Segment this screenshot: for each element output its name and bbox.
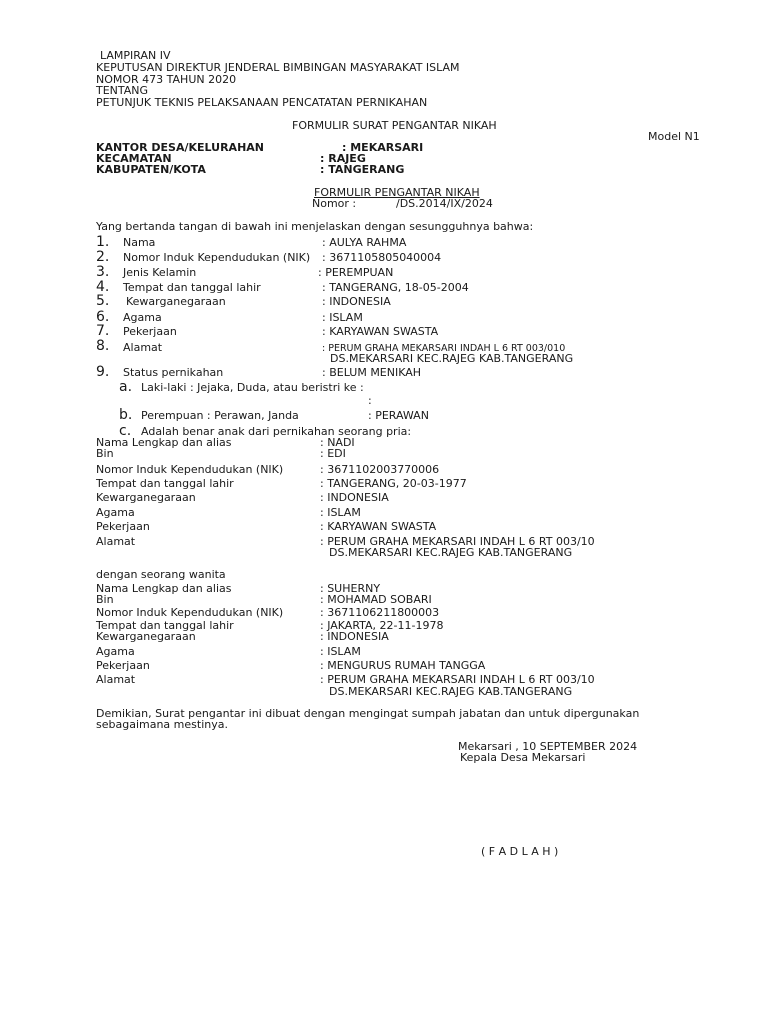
mother-name-value: : SUHERNY: [320, 582, 381, 595]
mother-job-value: : MENGURUS RUMAH TANGGA: [320, 659, 486, 672]
sub-a-colon: :: [368, 394, 372, 407]
item-5-label: Kewarganegaraan: [126, 295, 226, 308]
father-nationality-value: : INDONESIA: [320, 491, 389, 504]
office-desa-value: : MEKARSARI: [342, 141, 424, 154]
sub-a-number: a.: [119, 379, 133, 395]
item-3-label: Jenis Kelamin: [123, 266, 197, 279]
lampiran-line-4: TENTANG: [96, 84, 149, 97]
item-6-value: : ISLAM: [322, 311, 363, 324]
mother-nationality-label: Kewarganegaraan: [96, 630, 196, 643]
item-4-number: 4.: [96, 279, 110, 295]
closing-line-1: Demikian, Surat pengantar ini dibuat dengan mengingat sumpah jabatan dan untuk dipergunakan: [96, 707, 640, 720]
mother-job-label: Pekerjaan: [96, 659, 150, 672]
item-4-value: : TANGERANG, 18-05-2004: [322, 281, 469, 294]
item-8-label: Alamat: [123, 341, 163, 354]
item-2-number: 2.: [96, 249, 110, 265]
father-job-label: Pekerjaan: [96, 520, 150, 533]
item-1-label: Nama: [123, 236, 156, 249]
item-5-number: 5.: [96, 293, 110, 309]
father-name-label: Nama Lengkap dan alias: [96, 436, 232, 449]
father-address-label: Alamat: [96, 535, 136, 548]
office-kab-label: KABUPATEN/KOTA: [96, 163, 206, 176]
sub-c-label: Adalah benar anak dari pernikahan seorang pria:: [141, 425, 412, 438]
father-address-value-line-2: DS.MEKARSARI KEC.RAJEG KAB.TANGERANG: [329, 546, 573, 559]
lampiran-line-2: KEPUTUSAN DIREKTUR JENDERAL BIMBINGAN MASYARAKAT ISLAM: [96, 61, 460, 74]
father-bin-label: Bin: [96, 447, 114, 460]
mother-name-label: Nama Lengkap dan alias: [96, 582, 232, 595]
office-desa-label: KANTOR DESA/KELURAHAN: [96, 141, 264, 154]
item-7-number: 7.: [96, 323, 110, 339]
model-label: Model N1: [648, 130, 700, 143]
item-6-number: 6.: [96, 309, 110, 325]
father-nik-label: Nomor Induk Kependudukan (NIK): [96, 463, 284, 476]
father-religion-value: : ISLAM: [320, 506, 361, 519]
father-religion-label: Agama: [96, 506, 135, 519]
item-3-number: 3.: [96, 264, 110, 280]
nomor-label: Nomor :: [312, 197, 357, 210]
father-bin-value: : EDI: [320, 447, 346, 460]
nomor-value: /DS.2014/IX/2024: [396, 197, 493, 210]
signature-place-date: Mekarsari , 10 SEPTEMBER 2024: [458, 740, 638, 753]
item-9-number: 9.: [96, 364, 110, 380]
item-9-value: : BELUM MENIKAH: [322, 366, 422, 379]
father-nik-value: : 3671102003770006: [320, 463, 440, 476]
lampiran-line-3: NOMOR 473 TAHUN 2020: [96, 73, 237, 86]
item-9-label: Status pernikahan: [123, 366, 224, 379]
form-title: FORMULIR SURAT PENGANTAR NIKAH: [292, 119, 497, 132]
item-4-label: Tempat dan tanggal lahir: [123, 281, 261, 294]
office-kec-value: : RAJEG: [320, 152, 366, 165]
item-7-label: Pekerjaan: [123, 325, 177, 338]
mother-address-label: Alamat: [96, 673, 136, 686]
lampiran-line-5: PETUNJUK TEKNIS PELAKSANAAN PENCATATAN PERNIKAHAN: [96, 96, 428, 109]
sub-c-number: c.: [119, 423, 132, 439]
item-8-value: : PERUM GRAHA MEKARSARI INDAH L 6 RT 003/010: [322, 343, 566, 354]
sub-b-label: Perempuan : Perawan, Janda: [141, 409, 299, 422]
sub-b-number: b.: [119, 407, 133, 423]
lampiran-line-1: LAMPIRAN IV: [100, 49, 171, 62]
item-3-value: : PEREMPUAN: [318, 266, 394, 279]
item-6-label: Agama: [123, 311, 162, 324]
sub-title: FORMULIR PENGANTAR NIKAH: [314, 186, 480, 199]
office-kab-value: : TANGERANG: [320, 163, 405, 176]
father-nationality-label: Kewarganegaraan: [96, 491, 196, 504]
item-8-value-line-2: DS.MEKARSARI KEC.RAJEG KAB.TANGERANG: [330, 352, 574, 365]
mother-address-value-line-2: DS.MEKARSARI KEC.RAJEG KAB.TANGERANG: [329, 685, 573, 698]
father-name-value: : NADI: [320, 436, 355, 449]
father-job-value: : KARYAWAN SWASTA: [320, 520, 437, 533]
mother-nik-label: Nomor Induk Kependudukan (NIK): [96, 606, 284, 619]
item-2-label: Nomor Induk Kependudukan (NIK): [123, 251, 311, 264]
mother-address-value: : PERUM GRAHA MEKARSARI INDAH L 6 RT 003/10: [320, 673, 595, 686]
sub-a-label: Laki-laki : Jejaka, Duda, atau beristri ke :: [141, 381, 364, 394]
father-birth-label: Tempat dan tanggal lahir: [96, 477, 234, 490]
mother-nik-value: : 3671106211800003: [320, 606, 440, 619]
item-1-value: : AULYA RAHMA: [322, 236, 407, 249]
office-kec-label: KECAMATAN: [96, 152, 172, 165]
closing-line-2: sebagaimana mestinya.: [96, 718, 228, 731]
with-woman-text: dengan seorang wanita: [96, 568, 226, 581]
item-7-value: : KARYAWAN SWASTA: [322, 325, 439, 338]
item-5-value: : INDONESIA: [322, 295, 391, 308]
father-birth-value: : TANGERANG, 20-03-1977: [320, 477, 467, 490]
intro-text: Yang bertanda tangan di bawah ini menjelaskan dengan sesungguhnya bahwa:: [96, 220, 534, 233]
mother-birth-label: Tempat dan tanggal lahir: [96, 619, 234, 632]
sub-b-value: : PERAWAN: [368, 409, 429, 422]
item-8-number: 8.: [96, 338, 110, 354]
mother-birth-value: : JAKARTA, 22-11-1978: [320, 619, 444, 632]
item-2-value: : 3671105805040004: [322, 251, 442, 264]
mother-bin-label: Bin: [96, 593, 114, 606]
mother-religion-label: Agama: [96, 645, 135, 658]
signature-position: Kepala Desa Mekarsari: [460, 751, 586, 764]
father-address-value: : PERUM GRAHA MEKARSARI INDAH L 6 RT 003/10: [320, 535, 595, 548]
mother-nationality-value: : INDONESIA: [320, 630, 389, 643]
mother-bin-value: : MOHAMAD SOBARI: [320, 593, 432, 606]
signature-name: ( F A D L A H ): [481, 845, 559, 858]
mother-religion-value: : ISLAM: [320, 645, 361, 658]
item-1-number: 1.: [96, 234, 110, 250]
